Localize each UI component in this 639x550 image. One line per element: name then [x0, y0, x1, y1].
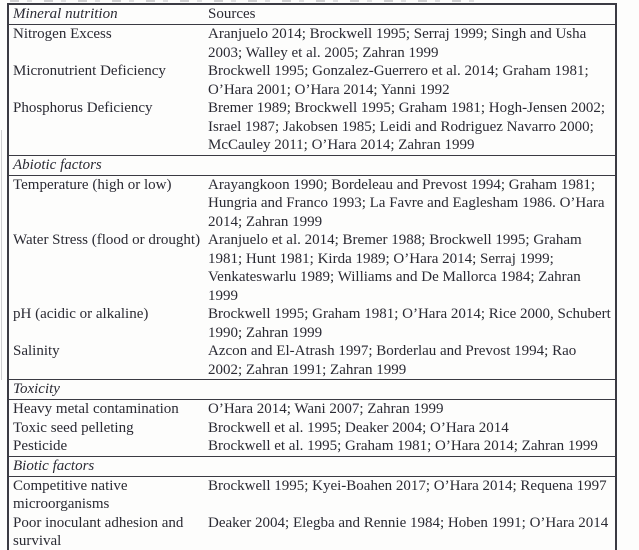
section-header-row	[8, 456, 616, 476]
cropped-caption-remnant	[10, 0, 480, 2]
sources-cell: O’Hara 2014; Wani 2007; Zahran 1999	[208, 401, 444, 417]
table-row	[8, 62, 616, 99]
sources-cell: Deaker 2004; Elegba and Rennie 1984; Hoben 1991; O’Hara 2014	[208, 514, 609, 531]
table-row	[8, 305, 616, 342]
sources-cell: Brockwell et al. 1995; Deaker 2004; O’Hara 2014	[208, 419, 509, 436]
sources-cell: Brockwell 1995; Gonzalez-Guerrero et al. 2014; Graham 1981; O’Hara 2001; O’Hara 2014; Yanni 1992	[208, 63, 589, 98]
section-title: Abiotic factors	[8, 155, 616, 175]
sources-cell: Aranjuelo 2014; Brockwell 1995; Serraj 1999; Singh and Usha 2003; Walley et al. 2005; Zahran 1999	[208, 26, 587, 61]
table-row	[8, 419, 616, 438]
table-row	[8, 514, 616, 550]
stress-factors-sources-table	[7, 3, 617, 550]
factor-cell: Micronutrient Deficiency	[13, 63, 166, 79]
factor-cell: Salinity	[13, 343, 60, 359]
factor-cell: pH (acidic or alkaline)	[13, 306, 149, 322]
table-header-row	[8, 4, 616, 25]
table-row	[8, 231, 616, 305]
factor-cell: Toxic seed pelleting	[13, 419, 134, 436]
factor-cell: Phosphorus Deficiency	[13, 100, 153, 116]
header-factor-column: Mineral nutrition	[8, 4, 204, 25]
table-row	[8, 99, 616, 155]
factor-cell: Temperature (high or low)	[13, 176, 172, 193]
table-row	[8, 476, 616, 514]
table-row	[8, 342, 616, 380]
factor-cell: Water Stress (flood or drought)	[13, 232, 201, 248]
table-row	[8, 175, 616, 231]
table-row	[8, 25, 616, 63]
section-title: Toxicity	[8, 380, 616, 400]
sources-cell: Brockwell 1995; Graham 1981; O’Hara 2014; Rice 2000, Schubert 1990; Zahran 1999	[208, 306, 611, 341]
factor-cell: Heavy metal contamination	[13, 401, 179, 417]
section-header-row	[8, 380, 616, 400]
factor-cell: Nitrogen Excess	[13, 26, 112, 42]
factor-cell: Pesticide	[13, 438, 68, 454]
factor-cell: Competitive native microorganisms	[13, 477, 128, 512]
table-row	[8, 437, 616, 456]
table-row	[8, 400, 616, 419]
sources-cell: Brockwell 1995; Kyei-Boahen 2017; O’Hara 2014; Requena 1997	[208, 477, 607, 494]
section-header-row	[8, 155, 616, 175]
page-edge-artifact	[1, 130, 2, 380]
sources-cell: Bremer 1989; Brockwell 1995; Graham 1981; Hogh-Jensen 2002; Israel 1987; Jakobsen 1985; Leidi and Rodriguez Navarro 2000; McCauley 2011; O’Hara 2014; Zahran 1999	[208, 100, 606, 153]
section-title: Biotic factors	[8, 456, 616, 476]
header-sources-column: Sources	[204, 4, 616, 25]
factor-cell: Poor inoculant adhesion and survival	[13, 514, 184, 549]
sources-cell: Aranjuelo et al. 2014; Bremer 1988; Brockwell 1995; Graham 1981; Hunt 1981; Kirda 1989; O’Hara 2014; Serraj 1999; Venkateswarlu 1989; Williams and De Mallorca 1984; Zahran 1999	[208, 232, 582, 304]
sources-cell: Arayangkoon 1990; Bordeleau and Prevost 1994; Graham 1981; Hungria and Franco 1993; La Favre and Eaglesham 1986. O’Hara 2014; Zahran 1999	[208, 176, 605, 230]
sources-cell: Azcon and El-Atrash 1997; Borderlau and Prevost 1994; Rao 2002; Zahran 1991; Zahran 1999	[208, 343, 577, 378]
sources-cell: Brockwell et al. 1995; Graham 1981; O’Hara 2014; Zahran 1999	[208, 438, 598, 454]
